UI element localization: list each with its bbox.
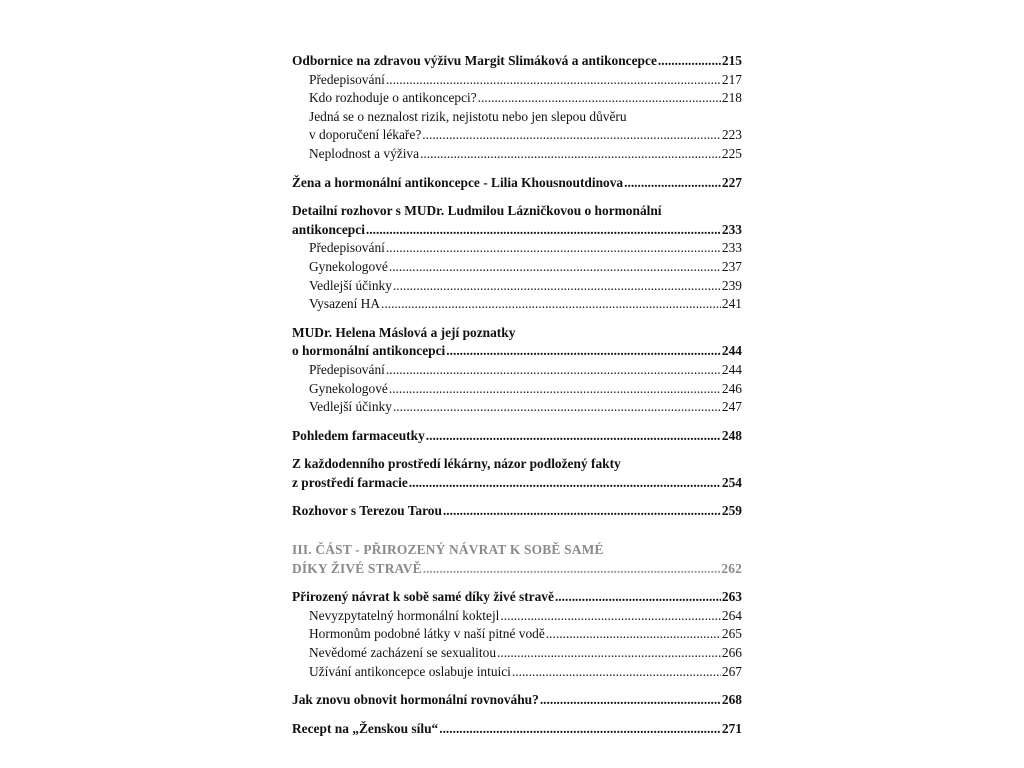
- toc-subentry-page: 267: [721, 663, 742, 679]
- leader-dots: [409, 474, 721, 493]
- toc-subentry-title: Předepisování: [309, 71, 385, 87]
- toc-entry-title: Recept na „Ženskou sílu“: [292, 720, 439, 736]
- toc-subentry: [292, 380, 742, 399]
- toc-entry-title: Odbornice na zdravou výživu Margit Slimáková a antikoncepce: [292, 53, 657, 68]
- leader-dots: [423, 560, 721, 579]
- toc-subentry-line: Jedná se o neznalost rizik, nejistotu nebo jen slepou důvěru: [309, 108, 627, 124]
- spacer: [292, 681, 742, 691]
- toc-subentry-title: Gynekologové: [309, 258, 388, 274]
- leader-dots: [443, 502, 721, 521]
- toc-subentry: [292, 126, 742, 145]
- toc-entry-page: 227: [721, 174, 742, 190]
- leader-dots: [546, 625, 721, 644]
- toc-entry-title: Pohledem farmaceutky: [292, 427, 425, 443]
- toc-entry: [292, 720, 742, 739]
- toc-subentry-page: 218: [721, 90, 742, 106]
- toc-entry: [292, 342, 742, 361]
- toc-subentry: [292, 277, 742, 296]
- toc-entry: [292, 588, 742, 607]
- toc-entry: [292, 221, 742, 240]
- leader-dots: [386, 239, 721, 258]
- toc-entry-line: Detailní rozhovor s MUDr. Ludmilou Lázničkovou o hormonální: [292, 203, 662, 219]
- toc-subentry-title: Gynekologové: [309, 380, 388, 396]
- toc-subentry-title: Užívání antikoncepce oslabuje intuici: [309, 663, 511, 679]
- toc-subentry-page: 241: [721, 296, 742, 312]
- toc-entry: [292, 502, 742, 521]
- toc-entry: [292, 691, 742, 710]
- toc-subentry-page: 264: [721, 607, 742, 623]
- toc-subentry: [292, 361, 742, 380]
- spacer: [292, 417, 742, 427]
- part-heading-title: DÍKY ŽIVÉ STRAVĚ: [292, 560, 422, 576]
- toc-entry-page: 263: [721, 589, 742, 605]
- leader-dots: [658, 52, 721, 71]
- leader-dots: [389, 258, 721, 277]
- toc-subentry-page: 247: [721, 399, 742, 415]
- spacer: [292, 578, 742, 588]
- toc-subentry: [292, 258, 742, 277]
- toc-subentry-title: Vysazení HA: [309, 296, 381, 312]
- part-heading-line: III. ČÁST - PŘIROZENÝ NÁVRAT K SOBĚ SAMÉ: [292, 542, 604, 558]
- leader-dots: [386, 71, 721, 90]
- leader-dots: [512, 663, 721, 682]
- toc-subentry-title: Neplodnost a výživa: [309, 145, 420, 161]
- toc-subentry-page: 237: [721, 258, 742, 274]
- toc-entry-page: 268: [721, 692, 742, 708]
- part-heading-page: 262: [721, 560, 742, 576]
- leader-dots: [393, 398, 721, 417]
- toc-subentry-page: 225: [721, 145, 742, 161]
- leader-dots: [624, 174, 721, 193]
- toc-entry-title: antikoncepci: [292, 221, 365, 237]
- toc-subentry-title: Vedlejší účinky: [309, 277, 392, 293]
- toc-subentry: [292, 398, 742, 417]
- toc-subentry: [292, 145, 742, 164]
- toc-subentry-title: Předepisování: [309, 361, 385, 377]
- leader-dots: [420, 145, 721, 164]
- table-of-contents: [292, 52, 742, 738]
- toc-entry-title: o hormonální antikoncepci: [292, 343, 446, 359]
- leader-dots: [446, 342, 721, 361]
- spacer: [292, 192, 742, 202]
- leader-dots: [540, 691, 721, 710]
- toc-subentry: [292, 71, 742, 90]
- leader-dots: [422, 126, 721, 145]
- toc-entry: [292, 427, 742, 446]
- toc-subentry: [292, 625, 742, 644]
- leader-dots: [389, 380, 721, 399]
- toc-subentry: [292, 663, 742, 682]
- spacer: [292, 710, 742, 720]
- leader-dots: [500, 607, 721, 626]
- toc-entry-line: MUDr. Helena Máslová a její poznatky: [292, 324, 516, 340]
- leader-dots: [386, 361, 721, 380]
- toc-subentry-page: 266: [721, 645, 742, 661]
- toc-entry-page: 259: [721, 503, 742, 519]
- toc-entry-page: 248: [721, 427, 742, 443]
- toc-entry-line: Z každodenního prostředí lékárny, názor podložený fakty: [292, 456, 621, 472]
- toc-subentry-title: Hormonům podobné látky v naší pitné vodě: [309, 626, 545, 642]
- spacer: [292, 521, 742, 531]
- toc-entry-title: Rozhovor s Terezou Tarou: [292, 503, 442, 519]
- toc-subentry-page: 217: [721, 71, 742, 87]
- toc-entry-page: 271: [721, 720, 742, 736]
- toc-subentry-page: 233: [721, 240, 742, 256]
- spacer: [292, 531, 742, 541]
- leader-dots: [381, 295, 721, 314]
- toc-subentry: [292, 239, 742, 258]
- toc-entry-title: Přirozený návrat k sobě samé díky živé stravě: [292, 589, 554, 605]
- toc-subentry: [292, 607, 742, 626]
- toc-entry: [292, 52, 742, 71]
- part-heading: [292, 560, 742, 579]
- toc-subentry-page: 246: [721, 380, 742, 396]
- toc-entry-page: 244: [721, 343, 742, 359]
- leader-dots: [393, 277, 721, 296]
- spacer: [292, 445, 742, 455]
- toc-subentry-page: 244: [721, 361, 742, 377]
- spacer: [292, 314, 742, 324]
- toc-subentry-page: 265: [721, 626, 742, 642]
- leader-dots: [497, 644, 721, 663]
- toc-subentry-title: Nevyzpytatelný hormonální koktejl: [309, 607, 500, 623]
- leader-dots: [426, 427, 721, 446]
- toc-entry-page: 254: [721, 474, 742, 490]
- spacer: [292, 492, 742, 502]
- spacer: [292, 164, 742, 174]
- toc-subentry: [292, 644, 742, 663]
- toc-entry: [292, 474, 742, 493]
- leader-dots: [478, 89, 721, 108]
- toc-subentry-title: v doporučení lékaře?: [309, 127, 422, 143]
- leader-dots: [555, 588, 721, 607]
- toc-entry-page: 233: [721, 221, 742, 237]
- toc-subentry-title: Vedlejší účinky: [309, 399, 392, 415]
- leader-dots: [439, 720, 721, 739]
- toc-entry-page: 215: [721, 53, 742, 68]
- toc-subentry: [292, 295, 742, 314]
- toc-subentry-page: 239: [721, 277, 742, 293]
- toc-subentry-page: 223: [721, 127, 742, 143]
- toc-entry-title: Jak znovu obnovit hormonální rovnováhu?: [292, 692, 539, 708]
- toc-entry: [292, 174, 742, 193]
- toc-entry-title: z prostředí farmacie: [292, 474, 408, 490]
- toc-subentry: [292, 89, 742, 108]
- toc-subentry-title: Nevědomé zacházení se sexualitou: [309, 645, 497, 661]
- toc-entry-title: Žena a hormonální antikoncepce - Lilia Khousnoutdinova: [292, 174, 624, 190]
- toc-subentry-title: Předepisování: [309, 240, 385, 256]
- toc-subentry-title: Kdo rozhoduje o antikoncepci?: [309, 90, 477, 106]
- leader-dots: [366, 221, 721, 240]
